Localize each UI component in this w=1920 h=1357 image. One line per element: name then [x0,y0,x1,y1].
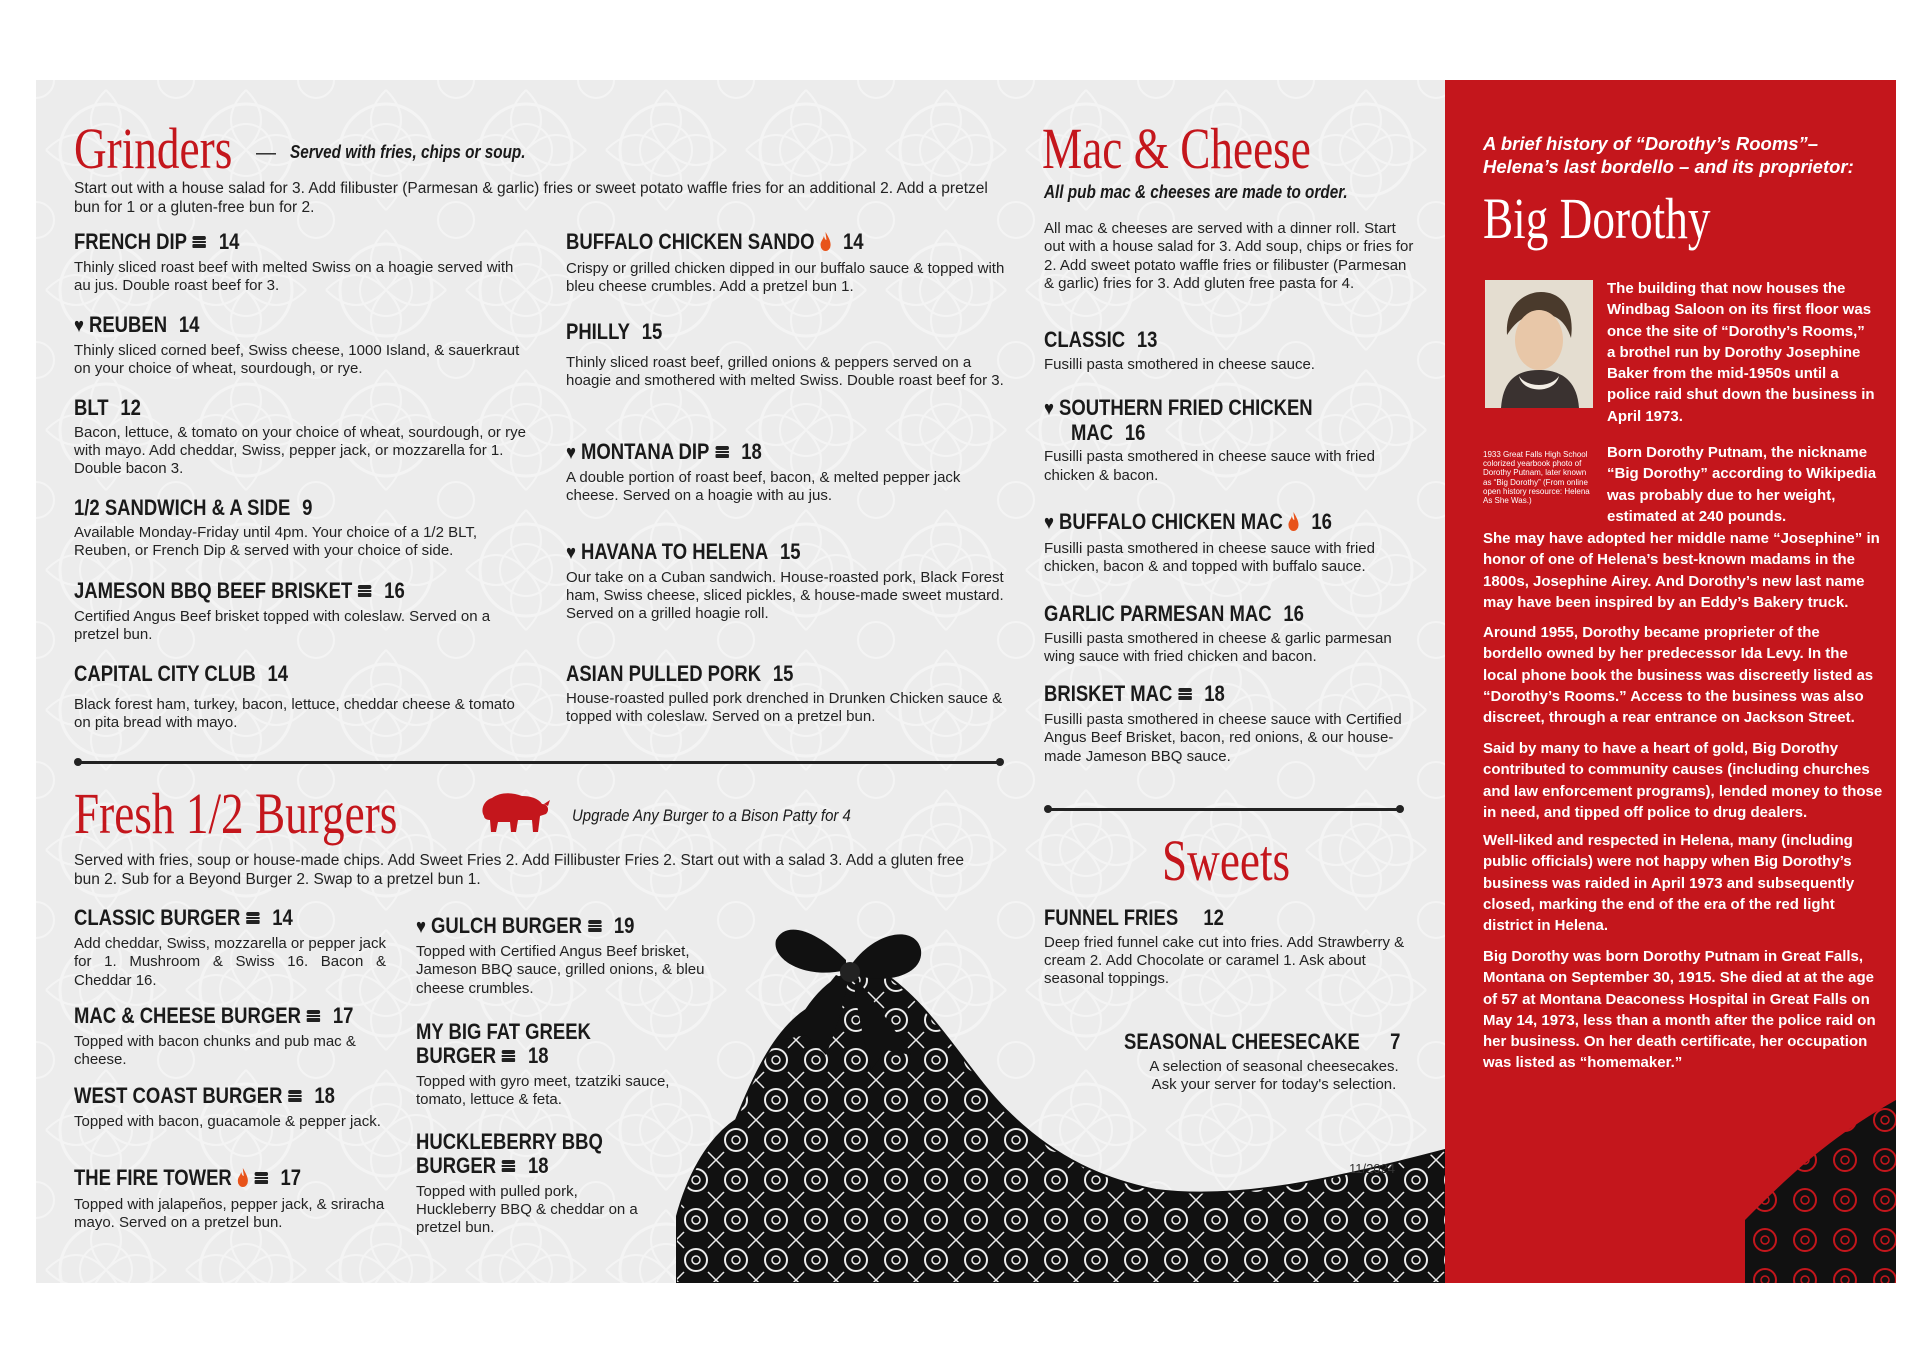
item-description: Certified Angus Beef brisket topped with coleslaw. Served on a pretzel bun. [74,608,491,644]
item-name-line2: MAC [1071,419,1114,445]
menu-item-seasonal-cheesecake [1124,1030,1424,1094]
item-price: 16 [1124,419,1146,445]
item-price: 18 [1204,681,1225,706]
item-description: Fusilli pasta smothered in cheese & garlic parmesan wing sauce with fried chicken and bacon. [1044,629,1392,666]
menu-item-montana-dip [566,440,1006,506]
item-description: Fusilli pasta smothered in cheese sauce with fried chicken, bacon & and topped with buffalo sauce. [1044,539,1375,575]
item-price: 18 [528,1042,549,1068]
item-price: 16 [1311,509,1332,534]
item-name: PHILLY [566,319,631,344]
item-price: 13 [1136,327,1158,352]
history-paragraph-2: Born Dorothy Putnam, the nickname “Big Dorothy” according to Wikipedia was probably due to her weight, estimated at 240 pounds. [1607,444,1877,525]
grinders-title: Grinders [74,116,233,181]
burgers-title: Fresh 1/2 Burgers [74,781,398,846]
item-description: Topped with bacon chunks and pub mac & cheese. [74,1033,356,1069]
heart-icon: ♥ [416,916,426,938]
mac-title: Mac & Cheese [1042,116,1311,181]
item-name: HUCKLEBERRY BBQ [416,1129,603,1154]
sandwich-icon [1177,683,1192,707]
menu-item-big-fat-greek-burger [416,1020,716,1109]
menu-item-capital-city-club [74,662,534,732]
lace-corner-decoration [1745,1060,1896,1283]
item-description: Black forest ham, turkey, bacon, lettuce, cheddar cheese & tomato on pita bread with mayo. [74,695,515,732]
menu-item-buffalo-chicken-sando [566,230,1006,296]
item-price: 9 [302,495,313,520]
item-price: 18 [314,1083,335,1108]
item-name: MONTANA DIP [581,439,710,464]
item-price: 16 [384,578,405,603]
item-description: House-roasted pulled pork drenched in Drunken Chicken sauce & topped with coleslaw. Served on a pretzel bun. [566,689,1003,726]
item-description: Thinly sliced roast beef with melted Swiss on a hoagie served with au jus. Double roast beef for 3. [74,259,514,295]
menu-item-philly [566,320,1006,390]
item-description: Topped with jalapeños, pepper jack, & sriracha mayo. Served on a pretzel bun. [74,1195,385,1231]
item-description: Thinly sliced corned beef, Swiss cheese, 1000 Island, & sauerkraut on your choice of wheat, sourdough, or rye. [74,341,520,377]
item-name: FUNNEL FRIES [1044,905,1179,930]
item-description: A selection of seasonal cheesecakes. Ask your server for today's selection. [1149,1057,1399,1094]
sandwich-icon [501,1155,516,1179]
item-name: BUFFALO CHICKEN MAC [1059,509,1283,534]
item-description: A double portion of roast beef, bacon, & melted pepper jack cheese. Served on a hoagie with au jus. [566,469,961,505]
menu-item-jameson-brisket [74,579,504,645]
menu-item-huckleberry-bbq-burger [416,1130,656,1238]
mac-intro: All mac & cheeses are served with a dinner roll. Start out with a house salad for 3. Add soup, chips or fries for 2. Add sweet potato waffle fries or filibuster (Parmesan & garlic) fries for 3. Add gluten free pasta for 4. [1044,220,1414,292]
dorothy-photo [1485,280,1593,408]
sandwich-icon [306,1005,321,1029]
item-description: Topped with Certified Angus Beef brisket, Jameson BBQ sauce, grilled onions, & bleu cheese crumbles. [416,943,705,997]
item-price: 7 [1390,1029,1401,1054]
item-description: Crispy or grilled chicken dipped in our buffalo sauce & topped with bleu cheese crumbles. Add a pretzel bun 1. [566,259,1005,295]
history-lead: A brief history of “Dorothy’s Rooms”– Helena’s last bordello – and its proprietor: [1483,133,1854,178]
menu-item-reuben [74,313,534,378]
item-description: Add cheddar, Swiss, mozzarella or pepper jack for 1. Mushroom & Swiss 16. Bacon & Cheddar 16. [74,935,386,989]
item-name: ASIAN PULLED PORK [566,661,762,686]
item-name: CLASSIC BURGER [74,905,241,930]
title-dash: — [256,142,276,164]
menu-item-classic-mac [1044,328,1424,374]
item-description: Deep fried funnel cake cut into fries. Add Strawberry & cream 2. Add Chocolate or caramel 1. Ask about seasonal toppings. [1044,933,1405,988]
item-price: 15 [641,319,663,344]
item-description: Available Monday-Friday until 4pm. Your choice of a 1/2 BLT, Reuben, or French Dip & served with your choice of side. [74,523,478,560]
item-name: MAC & CHEESE BURGER [74,1003,301,1028]
history-paragraph-6: Well-liked and respected in Helena, many (including public officials) were not happy when Big Dorothy’s business was raided in April 1973 and subsequently closed, marking the end of the era of the red light district in Helena. [1483,832,1855,935]
item-name-line2: BURGER [416,1042,497,1068]
flame-icon [1288,511,1300,536]
grinders-intro: Start out with a house salad for 3. Add filibuster (Parmesan & garlic) fries or sweet potato waffle fries for an additional 2. Add a pretzel bun for 1 or a gluten-free bun for 2. [74,180,988,216]
menu-item-mac-cheese-burger [74,1004,386,1070]
history-paragraph-1: The building that now houses the Windbag Saloon on its first floor was once the site of “Dorothy’s Rooms,” a brothel run by Dorothy Josephine Baker from the mid-1950s until a police raid shut down the business in April 1973. [1607,280,1875,425]
item-name: REUBEN [89,312,168,337]
item-price: 17 [332,1003,354,1028]
item-name: MY BIG FAT GREEK [416,1019,591,1044]
item-description: Fusilli pasta smothered in cheese sauce. [1044,355,1315,373]
menu-item-buffalo-chicken-mac [1044,510,1424,576]
item-price: 16 [1283,601,1304,626]
menu-item-fire-tower [74,1166,386,1232]
sweets-title: Sweets [1162,828,1291,893]
item-price: 19 [613,913,635,938]
history-paragraph-5: Said by many to have a heart of gold, Big Dorothy contributed to community causes (including churches and law enforcement programs), lended money to those in need, and tipped off police to drug dealers. [1483,740,1883,821]
print-date: 11/2024 [1349,1161,1396,1176]
section-divider [1048,808,1400,811]
sandwich-icon [501,1045,516,1069]
item-price: 14 [843,229,864,254]
item-description: Bacon, lettuce, & tomato on your choice of wheat, sourdough, or rye with mayo. Add cheddar, Swiss, pepper jack, or mozzarella for 1. Double bacon 3. [74,423,526,478]
grinders-subtitle: Served with fries, chips or soup. [290,142,526,162]
item-price: 12 [1203,905,1224,930]
bison-icon [478,788,552,841]
item-name: SOUTHERN FRIED CHICKEN [1059,395,1313,420]
item-name: FRENCH DIP [74,229,187,254]
menu-item-brisket-mac [1044,682,1424,766]
item-name: SEASONAL CHEESECAKE [1124,1029,1360,1054]
item-description: Our take on a Cuban sandwich. House-roasted pork, Black Forest ham, Swiss cheese, sliced pickles, & house-made sweet mustard. Served on a grilled hoagie roll. [566,568,1004,623]
heart-icon: ♥ [74,315,84,337]
item-name: 1/2 SANDWICH & A SIDE [74,495,291,520]
item-name: GARLIC PARMESAN MAC [1044,601,1272,626]
menu-page [36,80,1896,1283]
sandwich-icon [287,1085,302,1109]
sandwich-icon [357,580,372,604]
menu-item-garlic-parmesan-mac [1044,602,1424,666]
mac-subtitle: All pub mac & cheeses are made to order. [1044,182,1348,202]
menu-item-west-coast-burger [74,1084,386,1131]
heart-icon: ♥ [566,442,576,464]
item-price: 14 [218,229,240,254]
menu-item-southern-fried-chicken-mac [1044,396,1424,485]
item-description: Fusilli pasta smothered in cheese sauce with Certified Angus Beef Brisket, bacon, red onions, & our house-made Jameson BBQ sauce. [1044,711,1402,765]
item-price: 18 [741,439,762,464]
item-description: Topped with pulled pork, Huckleberry BBQ & cheddar on a pretzel bun. [416,1182,638,1237]
menu-item-havana-to-helena [566,540,1006,623]
item-name: CLASSIC [1044,327,1126,352]
item-price: 15 [779,539,801,564]
menu-item-asian-pulled-pork [566,662,1006,726]
photo-caption: 1933 Great Falls High School colorized yearbook photo of Dorothy Putnam, later known as “Big Dorothy” (From online open history resource: Helena As She Was.) [1483,450,1590,505]
item-price: 15 [772,661,794,686]
flame-icon [237,1167,249,1192]
history-paragraph-3: She may have adopted her middle name “Josephine” in honor of one of Helena’s best-known madams in the 1800s, Josephine Airey. And Dorothy’s new last name may have been inspired by an Eddy’s Bakery truck. [1483,530,1880,611]
history-panel [1445,80,1896,1283]
item-name: HAVANA TO HELENA [581,539,769,564]
sandwich-icon [192,231,207,255]
heart-icon: ♥ [1044,512,1054,534]
history-paragraph-4: Around 1955, Dorothy became proprieter of the bordello owned by her predecessor Ida Levy. In the local phone book the business was discreetly listed as “Dorothy’s Rooms.” Access to the business was also discreet, through a rear entrance on Jackson Street. [1483,624,1874,727]
item-name: JAMESON BBQ BEEF BRISKET [74,578,353,603]
item-name: BLT [74,395,109,420]
bison-upgrade: Upgrade Any Burger to a Bison Patty for 4 [572,806,851,825]
item-name: WEST COAST BURGER [74,1083,283,1108]
item-name: CAPITAL CITY CLUB [74,661,256,686]
history-title: Big Dorothy [1483,186,1711,251]
sandwich-icon [587,915,602,939]
item-description: Fusilli pasta smothered in cheese sauce with fried chicken & bacon. [1044,448,1375,484]
menu-item-half-sandwich [74,496,534,560]
item-description: Topped with gyro meet, tzatziki sauce, tomato, lettuce & feta. [416,1072,670,1109]
heart-icon: ♥ [1044,398,1054,420]
menu-item-blt [74,396,534,479]
item-price: 14 [272,905,293,930]
menu-item-classic-burger [74,906,386,990]
history-paragraph-7: Big Dorothy was born Dorothy Putnam in Great Falls, Montana on September 30, 1915. She died at at the age of 57 at Montana Deaconess Hospital in Great Falls on May 14, 1973, less than a month after the police raid on her business. On her death certificate, her occupation was listed as “homemaker.” [1483,948,1876,1072]
item-description: Topped with bacon, guacamole & pepper jack. [74,1113,381,1131]
item-name: GULCH BURGER [431,913,582,938]
item-price: 12 [120,395,141,420]
item-name: THE FIRE TOWER [74,1165,232,1190]
sandwich-icon [245,907,260,931]
flame-icon [819,231,831,256]
item-price: 18 [528,1152,549,1178]
item-name: BUFFALO CHICKEN SANDO [566,229,815,254]
sandwich-icon [714,441,729,465]
burgers-intro: Served with fries, soup or house-made chips. Add Sweet Fries 2. Add Fillibuster Fries 2. Start out with a salad 3. Add a gluten free bun 2. Sub for a Beyond Burger 2. Swap to a pretzel bun 1. [74,852,964,888]
item-name-line2: BURGER [416,1152,497,1178]
item-price: 14 [267,661,289,686]
sandwich-icon [254,1167,269,1191]
menu-item-funnel-fries [1044,906,1424,989]
menu-item-french-dip [74,230,534,296]
item-price: 17 [280,1165,302,1190]
section-divider [78,761,1000,764]
item-name: BRISKET MAC [1044,681,1173,706]
heart-icon: ♥ [566,542,576,564]
item-description: Thinly sliced roast beef, grilled onions & peppers served on a hoagie and smothered with melted Swiss. Double roast beef for 3. [566,353,1004,390]
item-price: 14 [178,312,200,337]
